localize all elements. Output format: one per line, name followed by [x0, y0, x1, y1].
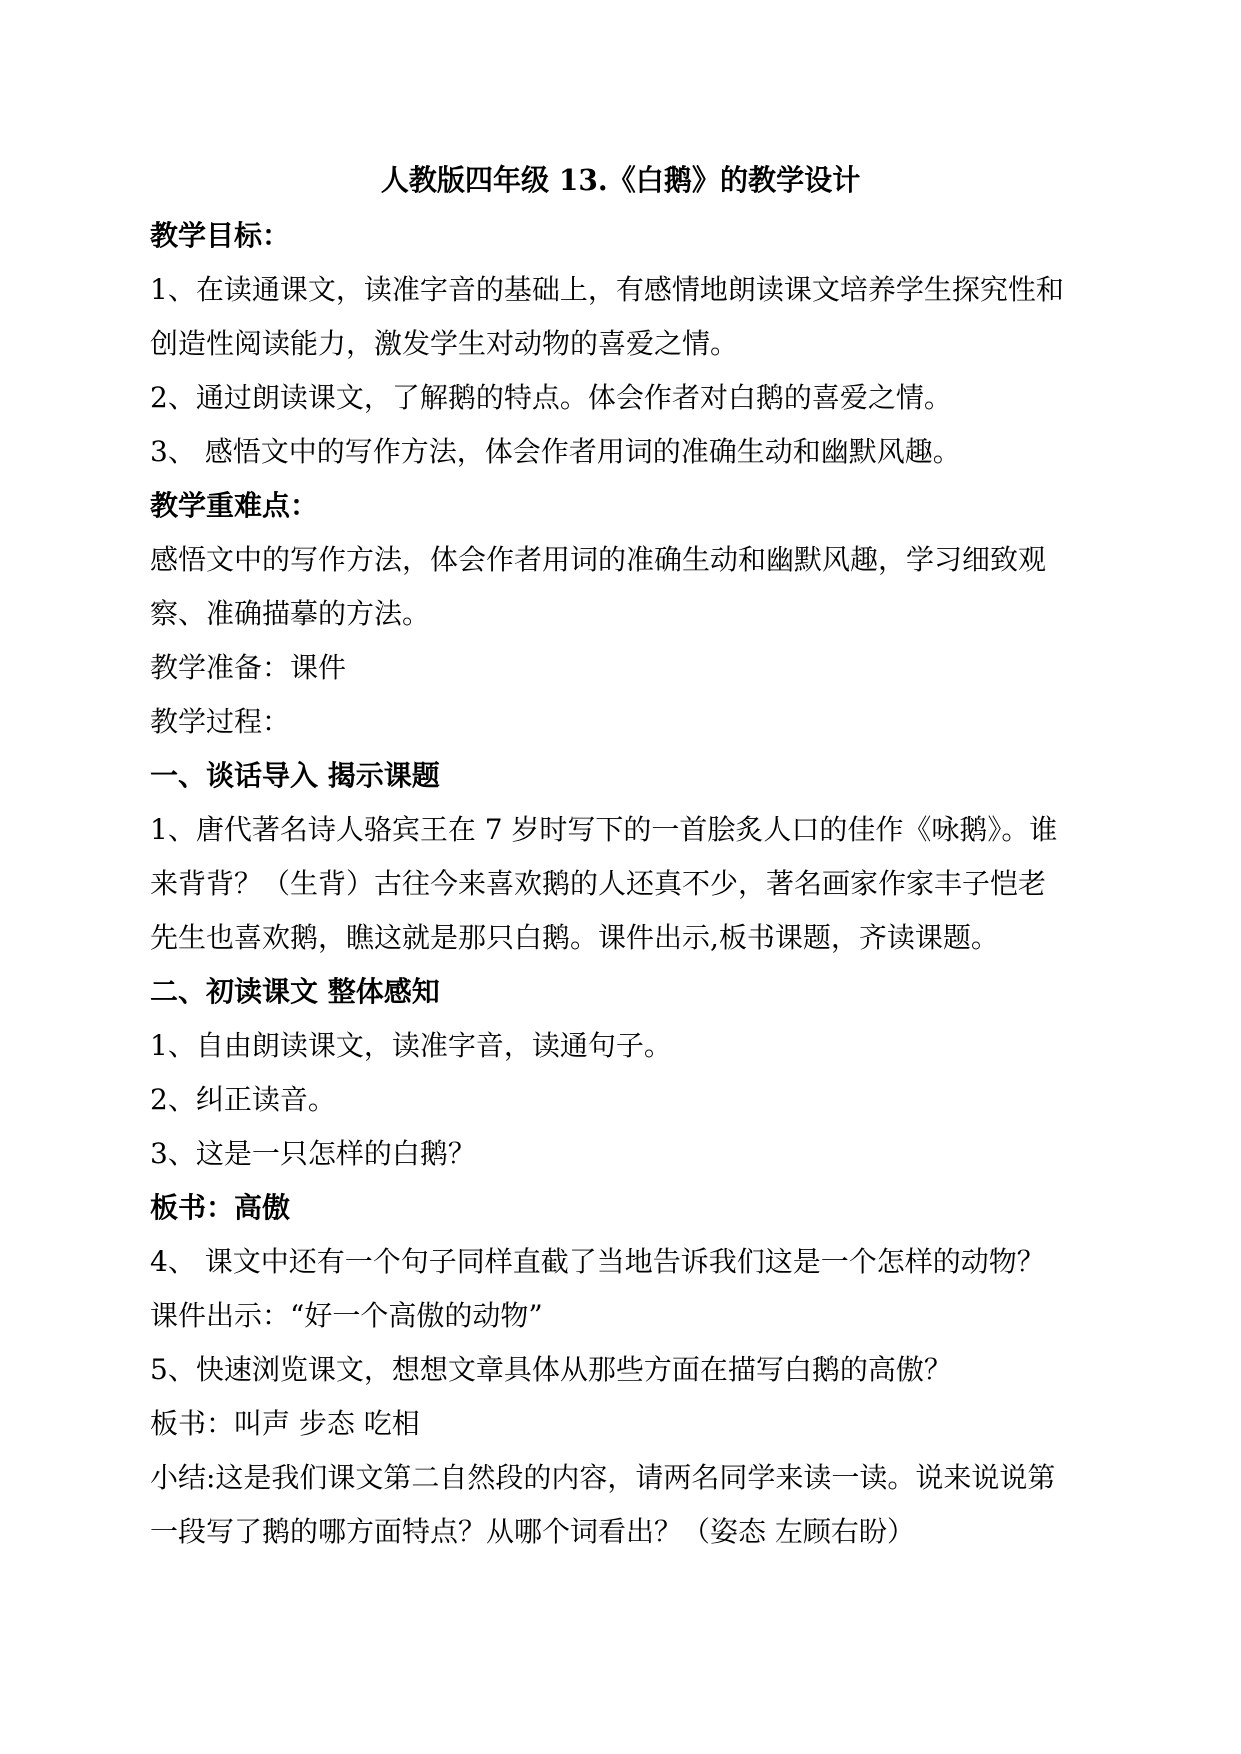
- section-heading-key-points: 教学重难点：: [150, 489, 319, 522]
- paragraph-line: 先生也喜欢鹅，瞧这就是那只白鹅。课件出示,板书课题，齐读课题。: [150, 921, 999, 954]
- paragraph-line: 创造性阅读能力，激发学生对动物的喜爱之情。: [150, 327, 739, 360]
- blackboard-note: 板书：高傲: [150, 1191, 291, 1224]
- paragraph-line: 教学准备：课件: [150, 651, 347, 684]
- paragraph-line: 小结:这是我们课文第二自然段的内容，请两名同学来读一读。说来说说第: [150, 1461, 1056, 1494]
- section-heading-intro: 一、谈话导入 揭示课题: [150, 759, 440, 792]
- section-heading-objectives: 教学目标：: [150, 219, 291, 252]
- paragraph-line: 5、快速浏览课文，想想文章具体从那些方面在描写白鹅的高傲？: [150, 1353, 952, 1386]
- paragraph-line: 1、在读通课文，读准字音的基础上，有感情地朗读课文培养学生探究性和: [150, 273, 1064, 306]
- paragraph-line: 3、 感悟文中的写作方法，体会作者用词的准确生动和幽默风趣。: [150, 435, 961, 468]
- paragraph-line: 课件出示：“好一个高傲的动物”: [150, 1299, 543, 1332]
- paragraph-line: 3、这是一只怎样的白鹅？: [150, 1137, 476, 1170]
- paragraph-line: 1、唐代著名诗人骆宾王在 7 岁时写下的一首脍炙人口的佳作《咏鹅》。谁: [150, 813, 1058, 846]
- paragraph-line: 板书：叫声 步态 吃相: [150, 1407, 420, 1440]
- paragraph-line: 教学过程：: [150, 705, 291, 738]
- document-title: 人教版四年级 13.《白鹅》的教学设计: [380, 163, 861, 197]
- paragraph-line: 感悟文中的写作方法，体会作者用词的准确生动和幽默风趣，学习细致观: [150, 543, 1047, 576]
- paragraph-line: 2、纠正读音。: [150, 1083, 336, 1116]
- paragraph-line: 来背背？（生背）古往今来喜欢鹅的人还真不少，著名画家作家丰子恺老: [150, 867, 1047, 900]
- paragraph-line: 2、通过朗读课文，了解鹅的特点。体会作者对白鹅的喜爱之情。: [150, 381, 952, 414]
- paragraph-line: 4、 课文中还有一个句子同样直截了当地告诉我们这是一个怎样的动物？: [150, 1245, 1045, 1278]
- paragraph-line: 1、自由朗读课文，读准字音，读通句子。: [150, 1029, 672, 1062]
- paragraph-line: 一段写了鹅的哪方面特点？从哪个词看出？（姿态 左顾右盼）: [150, 1515, 915, 1548]
- paragraph-line: 察、准确描摹的方法。: [150, 597, 431, 630]
- section-heading-first-reading: 二、初读课文 整体感知: [150, 975, 440, 1008]
